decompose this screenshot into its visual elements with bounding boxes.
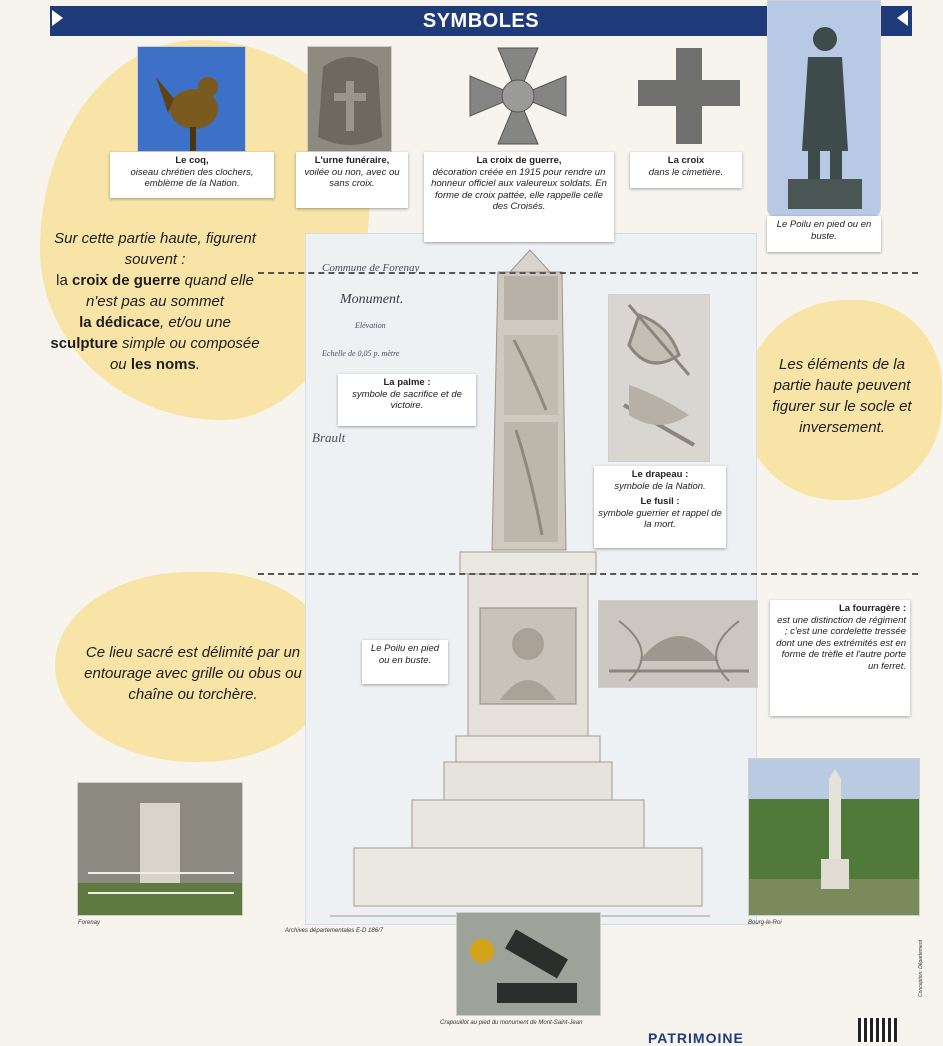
coq-photo bbox=[137, 46, 246, 152]
plan-scale: Echelle de 0,05 p. mètre bbox=[322, 349, 400, 358]
drapeau-caption-text: symbole de la Nation. bbox=[614, 480, 706, 492]
poilu-top-caption-text: Le Poilu en pied ou en buste. bbox=[776, 219, 872, 242]
fusil-caption-text: symbole guerrier et rappel de la mort. bbox=[598, 507, 722, 530]
fourragere-caption bbox=[770, 600, 910, 716]
haut-bold4: les noms bbox=[130, 356, 196, 373]
forenay-photo bbox=[77, 782, 243, 916]
memorial-with-fence-icon bbox=[78, 783, 243, 916]
plan-title-1: Commune de Forenay bbox=[322, 262, 420, 274]
haut-intro: Sur cette partie haute, figurent souvent : bbox=[54, 230, 256, 268]
croix-de-guerre-caption-text: décoration créée en 1915 pour rendre un honneur officiel aux valeureux soldats. En forme de croix pattée, elle rappelle celle des Croisés. bbox=[431, 166, 607, 212]
elements-text: Les éléments de la partie haute peuvent figurer sur le socle et inversement. bbox=[772, 356, 912, 436]
urne-caption-title: L'urne funéraire, bbox=[314, 155, 390, 166]
bourg-caption: Bourg-le-Roi bbox=[748, 920, 782, 926]
haut-end: . bbox=[195, 356, 201, 373]
croix-de-guerre-photo bbox=[468, 46, 568, 146]
lieu-sacre-text: Ce lieu sacré est délimité par un entourage avec grille ou obus ou chaîne ou torchère. bbox=[84, 644, 302, 703]
obelisk-memorial-icon bbox=[749, 759, 920, 916]
coq-caption-title: Le coq, bbox=[175, 155, 209, 166]
side-credit: Conception: Département bbox=[918, 940, 924, 997]
poilu-photo bbox=[767, 0, 881, 218]
drapeau-fusil-caption bbox=[594, 466, 726, 548]
coq-caption bbox=[110, 152, 274, 198]
plan-title-3: Elévation bbox=[355, 321, 386, 330]
croix-de-guerre-icon bbox=[468, 46, 568, 146]
croix-de-guerre-caption bbox=[424, 152, 614, 242]
poilu-mid-caption bbox=[362, 640, 448, 684]
footer-brand: PATRIMOINE bbox=[648, 1030, 744, 1046]
palme-caption bbox=[338, 374, 476, 426]
haut-part1: la bbox=[56, 272, 68, 289]
haut-part4: simple ou composée ou bbox=[109, 335, 260, 373]
divider-middle bbox=[258, 573, 918, 575]
crapouillot-caption: Crapouillot au pied du monument de Mont-Saint-Jean bbox=[440, 1020, 583, 1026]
drapeau-caption-title: Le drapeau : bbox=[631, 469, 689, 480]
drapeau-photo bbox=[608, 294, 710, 462]
archives-caption: Archives départementales E-D 186/7 bbox=[285, 928, 384, 934]
urne-photo bbox=[307, 46, 392, 152]
croix-de-guerre-caption-title: La croix de guerre, bbox=[476, 155, 562, 166]
croix-photo bbox=[634, 46, 744, 146]
helmet-relief-icon bbox=[599, 601, 758, 688]
rooster-icon bbox=[138, 47, 246, 152]
plan-title-2: Monument. bbox=[340, 292, 404, 307]
palme-caption-title: La palme : bbox=[383, 377, 431, 388]
divider-top bbox=[258, 272, 918, 274]
urne-caption-text: voilée ou non, avec ou sans croix. bbox=[304, 166, 400, 189]
haut-part3: , et/ou une bbox=[159, 314, 231, 331]
chevron-left-icon bbox=[52, 10, 63, 26]
cross-icon bbox=[634, 46, 744, 146]
haut-part2: quand elle n'est pas au sommet bbox=[86, 272, 254, 310]
page-title: SYMBOLES bbox=[422, 10, 540, 32]
urn-icon bbox=[308, 47, 392, 152]
chevron-right-icon bbox=[897, 10, 908, 26]
poilu-mid-caption-text: Le Poilu en pied ou en buste. bbox=[370, 643, 440, 666]
urne-caption bbox=[296, 152, 408, 208]
flag-relief-icon bbox=[609, 295, 710, 462]
forenay-caption: Forenay bbox=[78, 920, 101, 926]
poilu-top-caption bbox=[767, 216, 881, 252]
fourragere-photo bbox=[598, 600, 758, 688]
fourragere-caption-text: est une distinction de régiment ; c'est une cordelette tressée dont une des extrémités est en forme de trèfle et l'autre porte un ferret. bbox=[776, 614, 906, 672]
croix-caption bbox=[630, 152, 742, 188]
haut-bold3: sculpture bbox=[50, 335, 118, 352]
haut-bold1: croix de guerre bbox=[72, 272, 181, 289]
croix-caption-title: La croix bbox=[667, 155, 705, 166]
bourg-photo bbox=[748, 758, 920, 916]
palme-caption-text: symbole de sacrifice et de victoire. bbox=[352, 388, 462, 411]
mortar-icon bbox=[457, 913, 601, 1016]
plan-signature: Brault bbox=[312, 430, 346, 445]
soldier-statue-icon bbox=[768, 1, 881, 218]
fourragere-caption-title: La fourragère : bbox=[838, 603, 906, 614]
qr-code-icon bbox=[858, 1018, 898, 1042]
haut-description bbox=[45, 228, 265, 375]
croix-caption-text: dans le cimetière. bbox=[648, 166, 724, 178]
crapouillot-photo bbox=[456, 912, 601, 1016]
fusil-caption-title: Le fusil : bbox=[640, 496, 680, 507]
haut-bold2: la dédicace bbox=[79, 314, 160, 331]
coq-caption-text: oiseau chrétien des clochers, emblème de la Nation. bbox=[130, 166, 254, 189]
